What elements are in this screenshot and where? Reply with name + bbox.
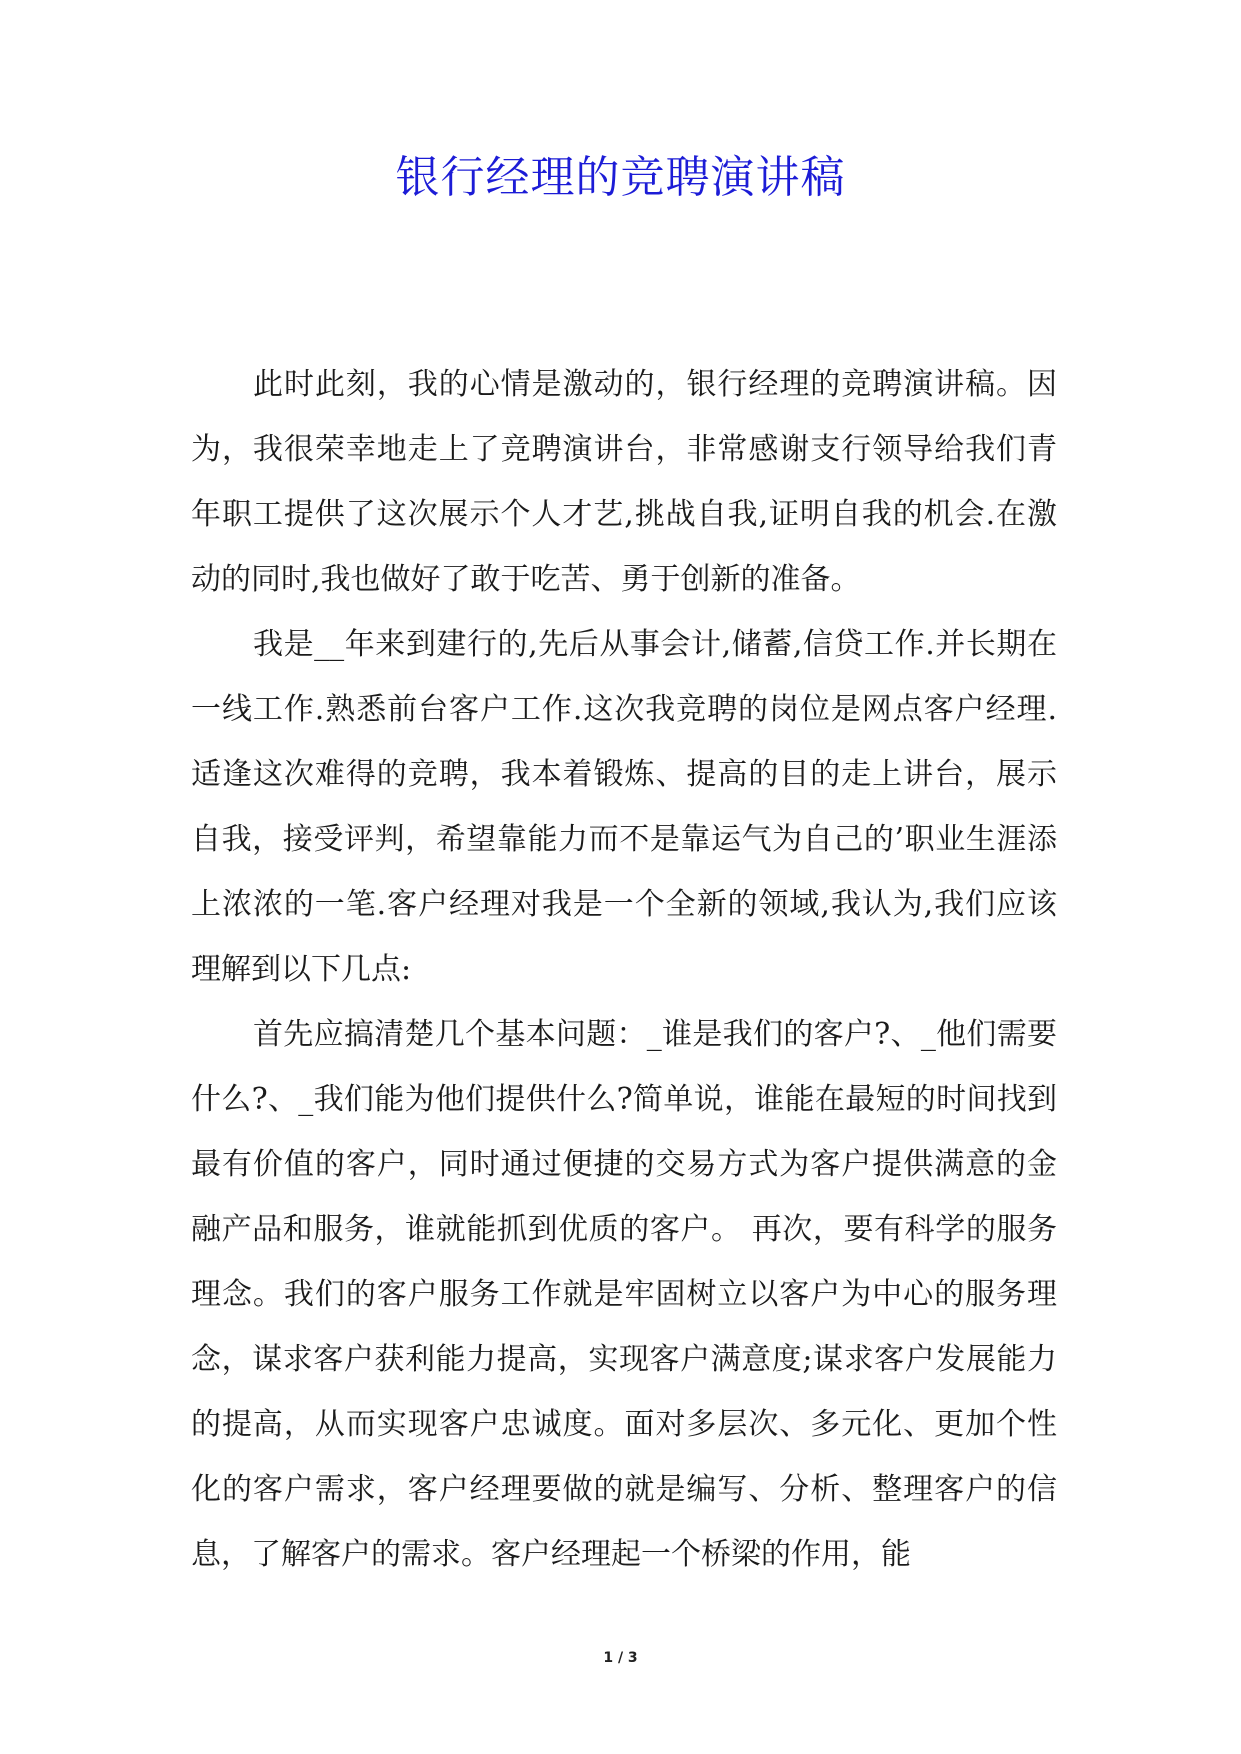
- paragraph-3: 首先应搞清楚几个基本问题：_谁是我们的客户?、_他们需要什么?、_我们能为他们提供什么?简单说，谁能在最短的时间找到最有价值的客户，同时通过便捷的交易方式为客户提供满意的金融产品和服务，谁就能抓到优质的客户。 再次，要有科学的服务理念。我们的客户服务工作就是牢固树立以客户为中心的服务理念，谋求客户获利能力提高，实现客户满意度;谋求客户发展能力的提高，从而实现客户忠诚度。面对多层次、多元化、更加个性化的客户需求，客户经理要做的就是编写、分析、整理客户的信息，了解客户的需求。客户经理起一个桥梁的作用，能: [191, 1017, 1057, 1572]
- document-body: [191, 352, 1057, 1587]
- paragraph-2: 我是__年来到建行的,先后从事会计,储蓄,信贷工作.并长期在一线工作.熟悉前台客户工作.这次我竞聘的岗位是网点客户经理.适逢这次难得的竞聘，我本着锻炼、提高的目的走上讲台，展示自我，接受评判，希望靠能力而不是靠运气为自己的’职业生涯添上浓浓的一笔.客户经理对我是一个全新的领域,我认为,我们应该理解到以下几点:: [191, 627, 1057, 987]
- paragraph-1: 此时此刻，我的心情是激动的，银行经理的竞聘演讲稿。因为，我很荣幸地走上了竞聘演讲台，非常感谢支行领导给我们青年职工提供了这次展示个人才艺,挑战自我,证明自我的机会.在激动的同时,我也做好了敢于吃苦、勇于创新的准备。: [191, 367, 1057, 597]
- page-number: 1 / 3: [603, 1650, 638, 1666]
- document-title: 银行经理的竞聘演讲稿: [395, 152, 846, 203]
